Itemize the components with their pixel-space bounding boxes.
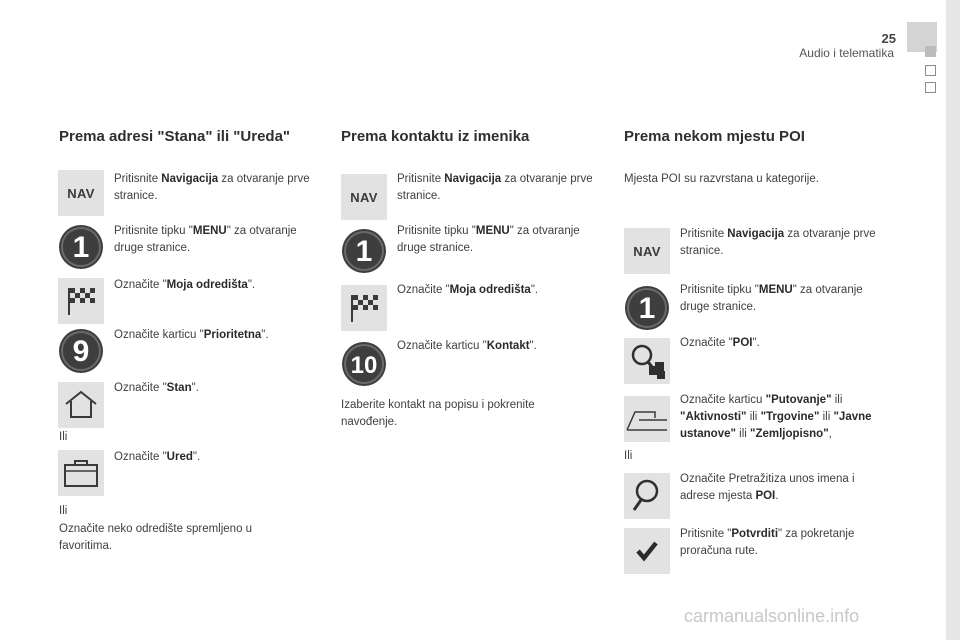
col1-step-5: Označite "Stan". [114, 382, 199, 394]
nav-button-icon [58, 170, 104, 216]
col1-step-3: Označite "Moja odredišta". [114, 279, 256, 291]
col3-step-4: Označite karticu "Putovanje" ili "Aktivnosti" ili "Trgovine" ili "Javne ustanove" ili "Zemljopisno", [680, 394, 872, 440]
nav-label: NAV [633, 243, 661, 259]
nav-button-icon [341, 174, 387, 220]
step-1-badge-icon [341, 228, 387, 274]
col1-or-2: Ili [59, 505, 68, 517]
page-marker-empty [925, 65, 936, 76]
badge-number: 10 [350, 352, 378, 379]
col2-step-2: Pritisnite tipku "MENU" za otvaranje druge stranice. [397, 225, 580, 254]
watermark: carmanualsonline.info [684, 606, 860, 626]
section-title: Audio i telematika [799, 46, 894, 60]
poi-search-icon [624, 338, 670, 384]
checkered-flag-icon [341, 285, 387, 331]
category-tab-icon [624, 396, 670, 442]
nav-label: NAV [67, 185, 95, 201]
col3-title: Prema nekom mjestu POI [624, 128, 805, 145]
col3-step-5: Označite Pretražitiza unos imena i adrese mjesta POI. [680, 473, 855, 502]
col3-intro: Mjesta POI su razvrstana u kategorije. [624, 173, 819, 185]
col3-step-2: Pritisnite tipku "MENU" za otvaranje druge stranice. [680, 284, 863, 313]
checkered-flag-icon [58, 278, 104, 324]
step-9-badge-icon [58, 328, 104, 374]
step-1-badge-icon [58, 224, 104, 270]
page-marker-empty [925, 82, 936, 93]
badge-number: 1 [638, 292, 656, 325]
col1-step-4: Označite karticu "Prioritetna". [114, 329, 269, 341]
nav-button-icon [624, 228, 670, 274]
col2-step-4: Označite karticu "Kontakt". [397, 340, 537, 352]
col1-title: Prema adresi "Stana" ili "Ureda" [59, 128, 291, 145]
col1-step-6: Označite "Ured". [114, 451, 201, 463]
col1-step-2: Pritisnite tipku "MENU" za otvaranje druge stranice. [114, 225, 297, 254]
step-1-badge-icon [624, 285, 670, 331]
col3-or-1: Ili [624, 450, 633, 462]
briefcase-icon [58, 450, 104, 496]
col2-step-3: Označite "Moja odredišta". [397, 284, 539, 296]
nav-label: NAV [350, 189, 378, 205]
page-marker-filled [925, 46, 936, 57]
badge-number: 1 [72, 231, 90, 264]
badge-number: 1 [355, 235, 373, 268]
checkmark-icon [624, 528, 670, 574]
side-strip [946, 0, 960, 640]
col1-last-step: Označite neko odredište spremljeno u favoritima. [59, 523, 253, 552]
badge-number: 9 [72, 335, 90, 368]
col2-title: Prema kontaktu iz imenika [341, 128, 530, 145]
col2-last-step: Izaberite kontakt na popisu i pokrenite navođenje. [341, 399, 535, 428]
col3-step-6: Pritisnite "Potvrditi" za pokretanje proračuna rute. [680, 528, 855, 557]
page-number: 25 [881, 31, 896, 46]
col1-step-1: Pritisnite Navigacija za otvaranje prve stranice. [114, 173, 310, 202]
home-icon [58, 382, 104, 428]
col1-or-1: Ili [59, 431, 68, 443]
step-10-badge-icon [341, 341, 387, 387]
magnifier-icon [624, 473, 670, 519]
col3-step-3: Označite "POI". [680, 337, 760, 349]
col2-step-1: Pritisnite Navigacija za otvaranje prve stranice. [397, 173, 593, 202]
col3-step-1: Pritisnite Navigacija za otvaranje prve stranice. [680, 228, 876, 257]
